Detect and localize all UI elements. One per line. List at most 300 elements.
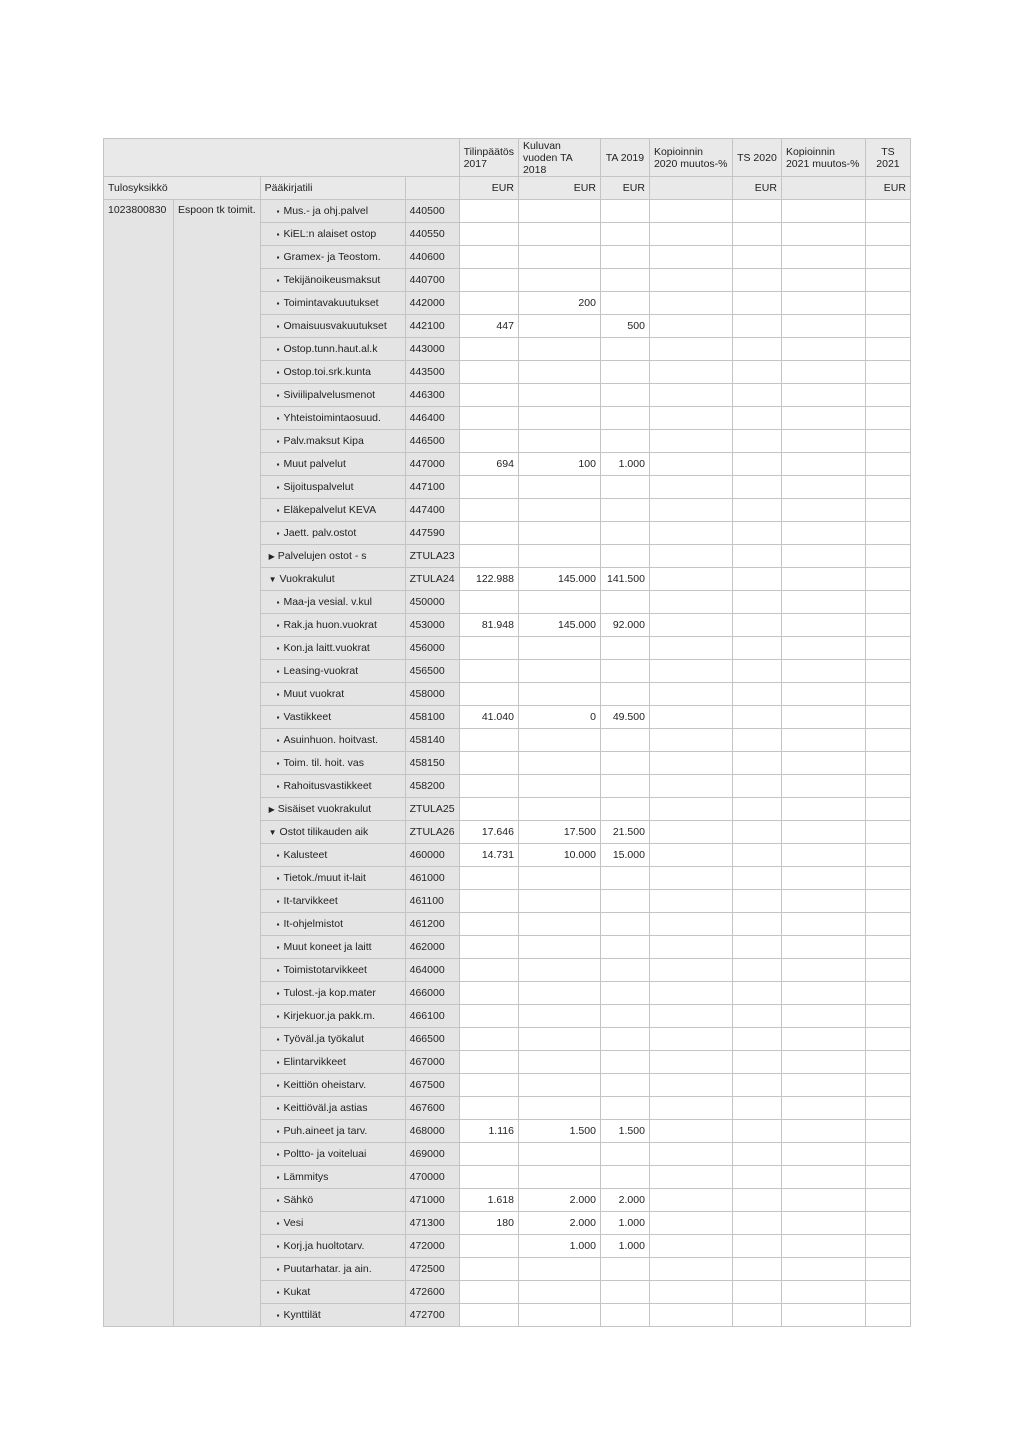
- value-cell-col1: 145.000: [518, 568, 600, 591]
- account-code: 472600: [405, 1281, 459, 1304]
- account-code: 462000: [405, 936, 459, 959]
- value-cell-col6: [865, 683, 910, 706]
- account-name: Kirjekuor.ja pakk.m.: [283, 1010, 376, 1022]
- value-cell-col4: [732, 798, 781, 821]
- account-code: 461200: [405, 913, 459, 936]
- value-cell-col3: [649, 361, 732, 384]
- value-cell-col1: [518, 729, 600, 752]
- bullet-icon: ▪: [276, 920, 280, 929]
- account-name: Tekijänoikeusmaksut: [283, 274, 381, 286]
- value-cell-col0: 17.646: [459, 821, 518, 844]
- value-cell-col2: [600, 959, 649, 982]
- account-name-cell: [260, 499, 405, 522]
- header-spacer: [104, 139, 460, 177]
- account-code: 461100: [405, 890, 459, 913]
- value-cell-col0: [459, 499, 518, 522]
- value-cell-col1: [518, 545, 600, 568]
- value-cell-col0: [459, 775, 518, 798]
- value-cell-col5: [781, 752, 865, 775]
- value-cell-col1: [518, 660, 600, 683]
- account-code: 458100: [405, 706, 459, 729]
- value-cell-col5: [781, 545, 865, 568]
- value-cell-col5: [781, 453, 865, 476]
- value-cell-col1: 2.000: [518, 1189, 600, 1212]
- account-name: Sähkö: [283, 1194, 314, 1206]
- account-name-cell: [260, 683, 405, 706]
- value-cell-col2: [600, 867, 649, 890]
- account-name: Korj.ja huoltotarv.: [283, 1240, 365, 1252]
- account-code: 447100: [405, 476, 459, 499]
- bullet-icon: ▪: [276, 506, 280, 515]
- bullet-icon: ▪: [276, 1311, 280, 1320]
- value-cell-col0: [459, 1258, 518, 1281]
- collapse-arrow-icon[interactable]: ▼: [268, 575, 277, 584]
- bullet-icon: ▪: [276, 1196, 280, 1205]
- value-cell-col4: [732, 522, 781, 545]
- value-cell-col1: [518, 361, 600, 384]
- value-cell-col1: [518, 1143, 600, 1166]
- value-cell-col3: [649, 660, 732, 683]
- col-unit-1: EUR: [518, 177, 600, 200]
- account-name-cell: [260, 982, 405, 1005]
- value-cell-col6: [865, 591, 910, 614]
- account-name: Palvelujen ostot - s: [277, 550, 367, 562]
- value-cell-col4: [732, 361, 781, 384]
- value-cell-col5: [781, 1189, 865, 1212]
- account-name: Kalusteet: [283, 849, 328, 861]
- value-cell-col0: 14.731: [459, 844, 518, 867]
- account-code: 440700: [405, 269, 459, 292]
- value-cell-col3: [649, 1189, 732, 1212]
- value-cell-col3: [649, 1120, 732, 1143]
- value-cell-col3: [649, 821, 732, 844]
- account-name: Ostot tilikauden aik: [279, 826, 369, 838]
- value-cell-col6: [865, 453, 910, 476]
- value-cell-col5: [781, 338, 865, 361]
- bullet-icon: ▪: [276, 368, 280, 377]
- value-cell-col0: [459, 1028, 518, 1051]
- value-cell-col2: 1.500: [600, 1120, 649, 1143]
- value-cell-col0: [459, 1235, 518, 1258]
- bullet-icon: ▪: [276, 1081, 280, 1090]
- value-cell-col0: [459, 384, 518, 407]
- bullet-icon: ▪: [276, 1012, 280, 1021]
- value-cell-col2: [600, 522, 649, 545]
- account-name: Elintarvikkeet: [283, 1056, 346, 1068]
- account-name: Jaett. palv.ostot: [283, 527, 357, 539]
- value-cell-col1: [518, 591, 600, 614]
- account-code: 471000: [405, 1189, 459, 1212]
- value-cell-col6: [865, 1281, 910, 1304]
- value-cell-col4: [732, 545, 781, 568]
- value-cell-col0: [459, 545, 518, 568]
- value-cell-col2: 92.000: [600, 614, 649, 637]
- bullet-icon: ▪: [276, 1265, 280, 1274]
- bullet-icon: ▪: [276, 713, 280, 722]
- value-cell-col0: [459, 1074, 518, 1097]
- account-code: 446500: [405, 430, 459, 453]
- value-cell-col4: [732, 1005, 781, 1028]
- account-name-cell: [260, 959, 405, 982]
- value-cell-col1: [518, 752, 600, 775]
- account-code: 472700: [405, 1304, 459, 1327]
- value-cell-col4: [732, 430, 781, 453]
- col-title-6: TS 2021: [865, 139, 910, 177]
- bullet-icon: ▪: [276, 299, 280, 308]
- account-name-cell[interactable]: [260, 545, 405, 568]
- value-cell-col1: [518, 384, 600, 407]
- table-body: [104, 200, 911, 1327]
- account-code: 442000: [405, 292, 459, 315]
- account-name: Gramex- ja Teostom.: [283, 251, 381, 263]
- value-cell-col3: [649, 568, 732, 591]
- account-code: 443500: [405, 361, 459, 384]
- account-name: Poltto- ja voiteluai: [283, 1148, 367, 1160]
- account-name-cell: [260, 1143, 405, 1166]
- value-cell-col1: [518, 982, 600, 1005]
- value-cell-col4: [732, 476, 781, 499]
- col-unit-4: EUR: [732, 177, 781, 200]
- value-cell-col3: [649, 1051, 732, 1074]
- account-code: 466100: [405, 1005, 459, 1028]
- value-cell-col2: 1.000: [600, 1235, 649, 1258]
- bullet-icon: ▪: [276, 897, 280, 906]
- value-cell-col4: [732, 315, 781, 338]
- account-name-cell: [260, 1028, 405, 1051]
- value-cell-col3: [649, 384, 732, 407]
- value-cell-col2: 21.500: [600, 821, 649, 844]
- account-code: 467000: [405, 1051, 459, 1074]
- table-header: [104, 139, 911, 200]
- account-name: Vastikkeet: [283, 711, 332, 723]
- bullet-icon: ▪: [276, 207, 280, 216]
- account-code: 447400: [405, 499, 459, 522]
- value-cell-col0: 1.618: [459, 1189, 518, 1212]
- value-cell-col2: 141.500: [600, 568, 649, 591]
- value-cell-col5: [781, 407, 865, 430]
- account-name: Muut vuokrat: [283, 688, 345, 700]
- value-cell-col0: 180: [459, 1212, 518, 1235]
- account-code: 443000: [405, 338, 459, 361]
- value-cell-col3: [649, 407, 732, 430]
- value-cell-col4: [732, 1097, 781, 1120]
- value-cell-col6: [865, 407, 910, 430]
- value-cell-col3: [649, 867, 732, 890]
- value-cell-col5: [781, 591, 865, 614]
- value-cell-col1: 200: [518, 292, 600, 315]
- value-cell-col1: [518, 775, 600, 798]
- account-name-cell: [260, 1235, 405, 1258]
- account-name-cell: [260, 430, 405, 453]
- value-cell-col0: [459, 430, 518, 453]
- bullet-icon: ▪: [276, 598, 280, 607]
- value-cell-col3: [649, 476, 732, 499]
- account-name-cell[interactable]: [260, 821, 405, 844]
- value-cell-col6: [865, 522, 910, 545]
- value-cell-col2: [600, 545, 649, 568]
- value-cell-col6: [865, 246, 910, 269]
- account-code: ZTULA24: [405, 568, 459, 591]
- unit-code: 1023800830: [104, 200, 174, 1327]
- col-unit-3: [649, 177, 732, 200]
- value-cell-col0: [459, 591, 518, 614]
- value-cell-col6: [865, 890, 910, 913]
- account-name-cell: [260, 407, 405, 430]
- value-cell-col2: [600, 982, 649, 1005]
- account-name-cell: [260, 890, 405, 913]
- value-cell-col5: [781, 775, 865, 798]
- value-cell-col4: [732, 407, 781, 430]
- value-cell-col2: [600, 407, 649, 430]
- value-cell-col5: [781, 499, 865, 522]
- value-cell-col5: [781, 292, 865, 315]
- value-cell-col4: [732, 821, 781, 844]
- bullet-icon: ▪: [276, 736, 280, 745]
- value-cell-col5: [781, 223, 865, 246]
- account-name: Siviilipalvelusmenot: [283, 389, 376, 401]
- value-cell-col6: [865, 1258, 910, 1281]
- bullet-icon: ▪: [276, 1035, 280, 1044]
- expand-arrow-icon[interactable]: ▶: [268, 805, 275, 814]
- value-cell-col0: [459, 798, 518, 821]
- value-cell-col0: 1.116: [459, 1120, 518, 1143]
- value-cell-col4: [732, 1189, 781, 1212]
- value-cell-col5: [781, 798, 865, 821]
- account-name-cell[interactable]: [260, 568, 405, 591]
- account-name-cell: [260, 1074, 405, 1097]
- value-cell-col0: [459, 246, 518, 269]
- value-cell-col6: [865, 752, 910, 775]
- value-cell-col3: [649, 522, 732, 545]
- value-cell-col6: [865, 292, 910, 315]
- account-code: 467500: [405, 1074, 459, 1097]
- col-title-5: Kopioinnin 2021 muutos-%: [781, 139, 865, 177]
- value-cell-col6: [865, 499, 910, 522]
- value-cell-col2: [600, 591, 649, 614]
- value-cell-col2: [600, 798, 649, 821]
- value-cell-col1: 100: [518, 453, 600, 476]
- value-cell-col3: [649, 430, 732, 453]
- bullet-icon: ▪: [276, 644, 280, 653]
- value-cell-col6: [865, 1166, 910, 1189]
- value-cell-col2: [600, 752, 649, 775]
- value-cell-col3: [649, 844, 732, 867]
- value-cell-col6: [865, 200, 910, 223]
- value-cell-col0: 447: [459, 315, 518, 338]
- value-cell-col3: [649, 982, 732, 1005]
- account-name: Toimintavakuutukset: [283, 297, 379, 309]
- bullet-icon: ▪: [276, 851, 280, 860]
- bullet-icon: ▪: [276, 1288, 280, 1297]
- value-cell-col0: [459, 729, 518, 752]
- expand-arrow-icon[interactable]: ▶: [268, 552, 275, 561]
- value-cell-col4: [732, 982, 781, 1005]
- unit-name: Espoon tk toimit.: [174, 200, 261, 1327]
- account-code: ZTULA23: [405, 545, 459, 568]
- account-name: Yhteistoimintaosuud.: [283, 412, 381, 424]
- bullet-icon: ▪: [276, 322, 280, 331]
- account-code: 458150: [405, 752, 459, 775]
- value-cell-col2: [600, 338, 649, 361]
- value-cell-col4: [732, 223, 781, 246]
- value-cell-col5: [781, 384, 865, 407]
- value-cell-col5: [781, 1028, 865, 1051]
- account-code: 460000: [405, 844, 459, 867]
- account-name: Tulost.-ja kop.mater: [283, 987, 376, 999]
- value-cell-col6: [865, 614, 910, 637]
- value-cell-col3: [649, 1074, 732, 1097]
- account-code: 456000: [405, 637, 459, 660]
- value-cell-col4: [732, 959, 781, 982]
- account-name-cell: [260, 844, 405, 867]
- report-sheet: [103, 138, 911, 1327]
- value-cell-col4: [732, 338, 781, 361]
- value-cell-col5: [781, 430, 865, 453]
- account-code: 458000: [405, 683, 459, 706]
- account-name: Toim. til. hoit. vas: [283, 757, 364, 769]
- value-cell-col5: [781, 821, 865, 844]
- value-cell-col2: 15.000: [600, 844, 649, 867]
- value-cell-col6: [865, 1051, 910, 1074]
- account-name: Asuinhuon. hoitvast.: [283, 734, 379, 746]
- account-name: Mus.- ja ohj.palvel: [283, 205, 369, 217]
- value-cell-col2: [600, 1304, 649, 1327]
- value-cell-col0: 694: [459, 453, 518, 476]
- value-cell-col3: [649, 223, 732, 246]
- value-cell-col4: [732, 660, 781, 683]
- value-cell-col3: [649, 913, 732, 936]
- value-cell-col3: [649, 752, 732, 775]
- value-cell-col6: [865, 821, 910, 844]
- value-cell-col2: [600, 200, 649, 223]
- account-code: 461000: [405, 867, 459, 890]
- value-cell-col4: [732, 637, 781, 660]
- value-cell-col0: [459, 913, 518, 936]
- account-name-cell: [260, 591, 405, 614]
- value-cell-col1: [518, 522, 600, 545]
- account-name-cell: [260, 200, 405, 223]
- value-cell-col1: 1.500: [518, 1120, 600, 1143]
- value-cell-col5: [781, 982, 865, 1005]
- value-cell-col4: [732, 752, 781, 775]
- bullet-icon: ▪: [276, 874, 280, 883]
- account-name: Muut koneet ja laitt: [283, 941, 372, 953]
- value-cell-col3: [649, 936, 732, 959]
- bullet-icon: ▪: [276, 391, 280, 400]
- value-cell-col3: [649, 1097, 732, 1120]
- value-cell-col6: [865, 545, 910, 568]
- account-name: Palv.maksut Kipa: [283, 435, 364, 447]
- account-name-cell: [260, 706, 405, 729]
- account-name: Vuokrakulut: [279, 573, 335, 585]
- value-cell-col6: [865, 269, 910, 292]
- account-name: Sisäiset vuokrakulut: [277, 803, 372, 815]
- account-code: 442100: [405, 315, 459, 338]
- value-cell-col3: [649, 1028, 732, 1051]
- value-cell-col4: [732, 775, 781, 798]
- bullet-icon: ▪: [276, 690, 280, 699]
- account-name: It-ohjelmistot: [283, 918, 343, 930]
- account-name-cell: [260, 1281, 405, 1304]
- value-cell-col6: [865, 844, 910, 867]
- value-cell-col1: [518, 246, 600, 269]
- value-cell-col2: [600, 1281, 649, 1304]
- value-cell-col4: [732, 1028, 781, 1051]
- value-cell-col0: [459, 660, 518, 683]
- value-cell-col1: [518, 936, 600, 959]
- value-cell-col1: [518, 683, 600, 706]
- value-cell-col0: [459, 890, 518, 913]
- account-code: 440550: [405, 223, 459, 246]
- budget-table: [103, 138, 911, 1327]
- value-cell-col1: 10.000: [518, 844, 600, 867]
- value-cell-col0: [459, 1051, 518, 1074]
- value-cell-col3: [649, 269, 732, 292]
- bullet-icon: ▪: [276, 1104, 280, 1113]
- value-cell-col4: [732, 913, 781, 936]
- value-cell-col4: [732, 499, 781, 522]
- value-cell-col4: [732, 683, 781, 706]
- value-cell-col1: 17.500: [518, 821, 600, 844]
- value-cell-col5: [781, 315, 865, 338]
- value-cell-col3: [649, 200, 732, 223]
- value-cell-col2: [600, 890, 649, 913]
- value-cell-col1: [518, 1097, 600, 1120]
- value-cell-col4: [732, 1143, 781, 1166]
- value-cell-col5: [781, 867, 865, 890]
- value-cell-col4: [732, 1120, 781, 1143]
- account-name-cell[interactable]: [260, 798, 405, 821]
- value-cell-col4: [732, 1212, 781, 1235]
- account-name: Rak.ja huon.vuokrat: [283, 619, 377, 631]
- value-cell-col6: [865, 706, 910, 729]
- account-name-cell: [260, 660, 405, 683]
- value-cell-col2: 1.000: [600, 453, 649, 476]
- value-cell-col4: [732, 568, 781, 591]
- value-cell-col0: [459, 338, 518, 361]
- account-name-cell: [260, 269, 405, 292]
- account-name: Muut palvelut: [283, 458, 346, 470]
- account-name: It-tarvikkeet: [283, 895, 338, 907]
- value-cell-col6: [865, 1005, 910, 1028]
- account-name-cell: [260, 867, 405, 890]
- bullet-icon: ▪: [276, 414, 280, 423]
- account-name: Puh.aineet ja tarv.: [283, 1125, 368, 1137]
- account-code: 471300: [405, 1212, 459, 1235]
- value-cell-col6: [865, 1235, 910, 1258]
- value-cell-col5: [781, 936, 865, 959]
- value-cell-col3: [649, 1281, 732, 1304]
- account-name-cell: [260, 384, 405, 407]
- bullet-icon: ▪: [276, 529, 280, 538]
- value-cell-col5: [781, 614, 865, 637]
- account-name: Kukat: [283, 1286, 311, 1298]
- account-code: 464000: [405, 959, 459, 982]
- value-cell-col5: [781, 1258, 865, 1281]
- account-name-cell: [260, 775, 405, 798]
- value-cell-col0: [459, 1097, 518, 1120]
- account-name-cell: [260, 338, 405, 361]
- collapse-arrow-icon[interactable]: ▼: [268, 828, 277, 837]
- value-cell-col1: [518, 1304, 600, 1327]
- bullet-icon: ▪: [276, 1058, 280, 1067]
- account-name-cell: [260, 292, 405, 315]
- value-cell-col2: [600, 1051, 649, 1074]
- value-cell-col6: [865, 1028, 910, 1051]
- value-cell-col0: [459, 292, 518, 315]
- value-cell-col6: [865, 338, 910, 361]
- value-cell-col0: [459, 959, 518, 982]
